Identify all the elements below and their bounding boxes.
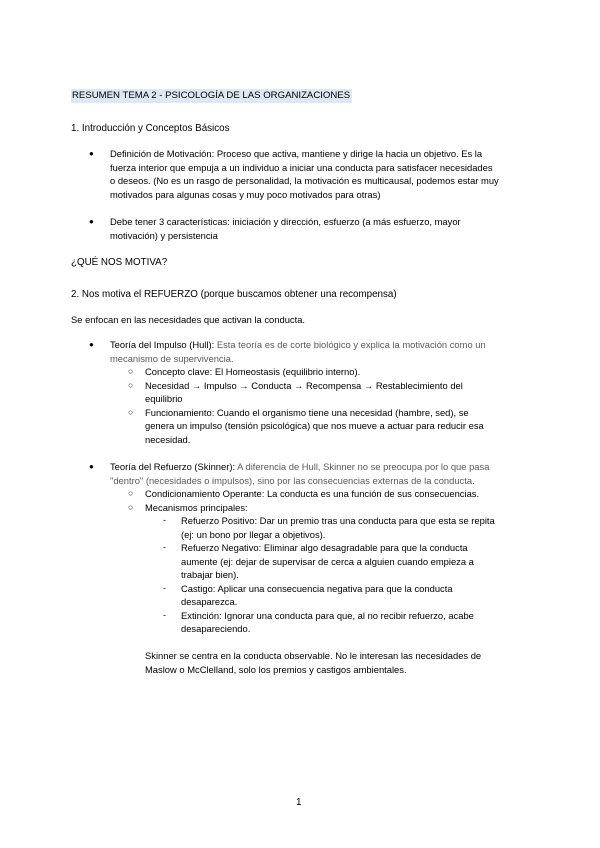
definition-line: motivados para algunas cosas y muy poco motivados para otras): [110, 188, 381, 200]
dash-bullet-icon: -: [163, 542, 166, 552]
mechanism-item: aumente (ej: dejar de supervisar de cerca a alguien cuando empieza a: [181, 555, 474, 567]
circle-bullet-icon: ○: [128, 379, 134, 390]
hull-sub-item: necesidad.: [145, 433, 191, 445]
question-heading: ¿QUÉ NOS MOTIVA?: [71, 257, 168, 268]
mechanism-item: desapareciendo.: [181, 623, 251, 634]
mechanism-item: trabajar bien).: [181, 569, 239, 580]
skinner-note: Maslow o McClelland, solo los premios y castigos ambientales.: [145, 663, 407, 675]
skinner-note: Skinner se centra en la conducta observable. No le interesan las necesidades de: [145, 650, 482, 661]
bullet-icon: ●: [89, 340, 94, 349]
mechanism-item: desaparezca.: [181, 596, 238, 607]
hull-theory-description: mecanismo de supervivencia.: [110, 352, 234, 364]
hull-sub-item: Funcionamiento: Cuando el organismo tiene una necesidad (hambre, sed), se: [145, 406, 469, 418]
definition-line: fuerza interior que empuja a un individuo a iniciar una conducta para satisfacer necesidades: [110, 161, 493, 173]
section-2-heading: 2. Nos motiva el REFUERZO (porque buscamos obtener una recompensa): [71, 289, 397, 300]
skinner-theory-description: A diferencia de Hull, Skinner no se preocupa por lo que pasa: [237, 461, 490, 472]
circle-bullet-icon: ○: [128, 406, 134, 417]
section-1-heading: 1. Introducción y Conceptos Básicos: [71, 123, 230, 134]
mechanism-item: Extinción: Ignorar una conducta para que, al no recibir refuerzo, acabe: [181, 609, 474, 621]
skinner-sub-item: Condicionamiento Operante: La conducta es una función de sus consecuencias.: [145, 488, 480, 499]
page-number: 1: [296, 797, 302, 808]
hull-sub-item: Concepto clave: El Homeostasis (equilibrio interno).: [145, 366, 361, 377]
mechanism-item: Refuerzo Positivo: Dar un premio tras una conducta para que esta se repita: [181, 515, 495, 526]
circle-bullet-icon: ○: [128, 501, 134, 512]
skinner-sub-item: Mecanismos principales:: [145, 501, 248, 513]
section-2-intro: Se enfocan en las necesidades que activan la conducta.: [71, 314, 306, 325]
hull-sub-item: genera un impulso (tensión psicológica) que nos mueve a actuar para reducir esa: [145, 420, 484, 431]
hull-theory-line: [110, 338, 486, 352]
dash-bullet-icon: -: [163, 609, 166, 620]
circle-bullet-icon: ○: [128, 366, 134, 376]
bullet-icon: ●: [89, 462, 94, 471]
mechanism-item: (ej: un bono por llegar a objetivos).: [181, 528, 326, 540]
dash-bullet-icon: -: [163, 515, 166, 525]
definition-line: o deseos. (No es un rasgo de personalidad, la motivación es multicausal, podemos estar muy: [110, 175, 499, 186]
hull-theory-description: Esta teoría es de corte biológico y explica la motivación como un: [216, 339, 486, 350]
hull-sub-item: equilibrio: [145, 393, 183, 404]
mechanism-item: Refuerzo Negativo: Eliminar algo desagradable para que la conducta: [181, 542, 468, 553]
mechanism-item: Castigo: Aplicar una consecuencia negativa para que la conducta: [181, 582, 453, 594]
hull-theory-label: Teoría del Impulso (Hull):: [110, 339, 217, 350]
definition-line: Definición de Motivación: Proceso que activa, mantiene y dirige la hacia un objetivo. Es la: [110, 148, 483, 159]
hull-sub-item: Necesidad → Impulso → Conducta → Recompensa → Restablecimiento del: [145, 379, 463, 391]
bullet-icon: ●: [89, 217, 94, 226]
skinner-theory-label: Teoría del Refuerzo (Skinner):: [110, 461, 238, 472]
skinner-theory-line: [110, 460, 489, 474]
document-title: RESUMEN TEMA 2 - PSICOLOGÍA DE LAS ORGANIZACIONES: [72, 90, 351, 101]
bullet-icon: ●: [89, 149, 94, 158]
circle-bullet-icon: ○: [128, 488, 134, 498]
dash-bullet-icon: -: [163, 582, 166, 593]
skinner-theory-description: "dentro" (necesidades o impulsos), sino por las consecuencias externas de la conducta.: [110, 474, 475, 486]
characteristics-line: Debe tener 3 características: iniciación y dirección, esfuerzo (a más esfuerzo, mayor: [110, 216, 461, 227]
characteristics-line: motivación) y persistencia: [110, 229, 218, 241]
